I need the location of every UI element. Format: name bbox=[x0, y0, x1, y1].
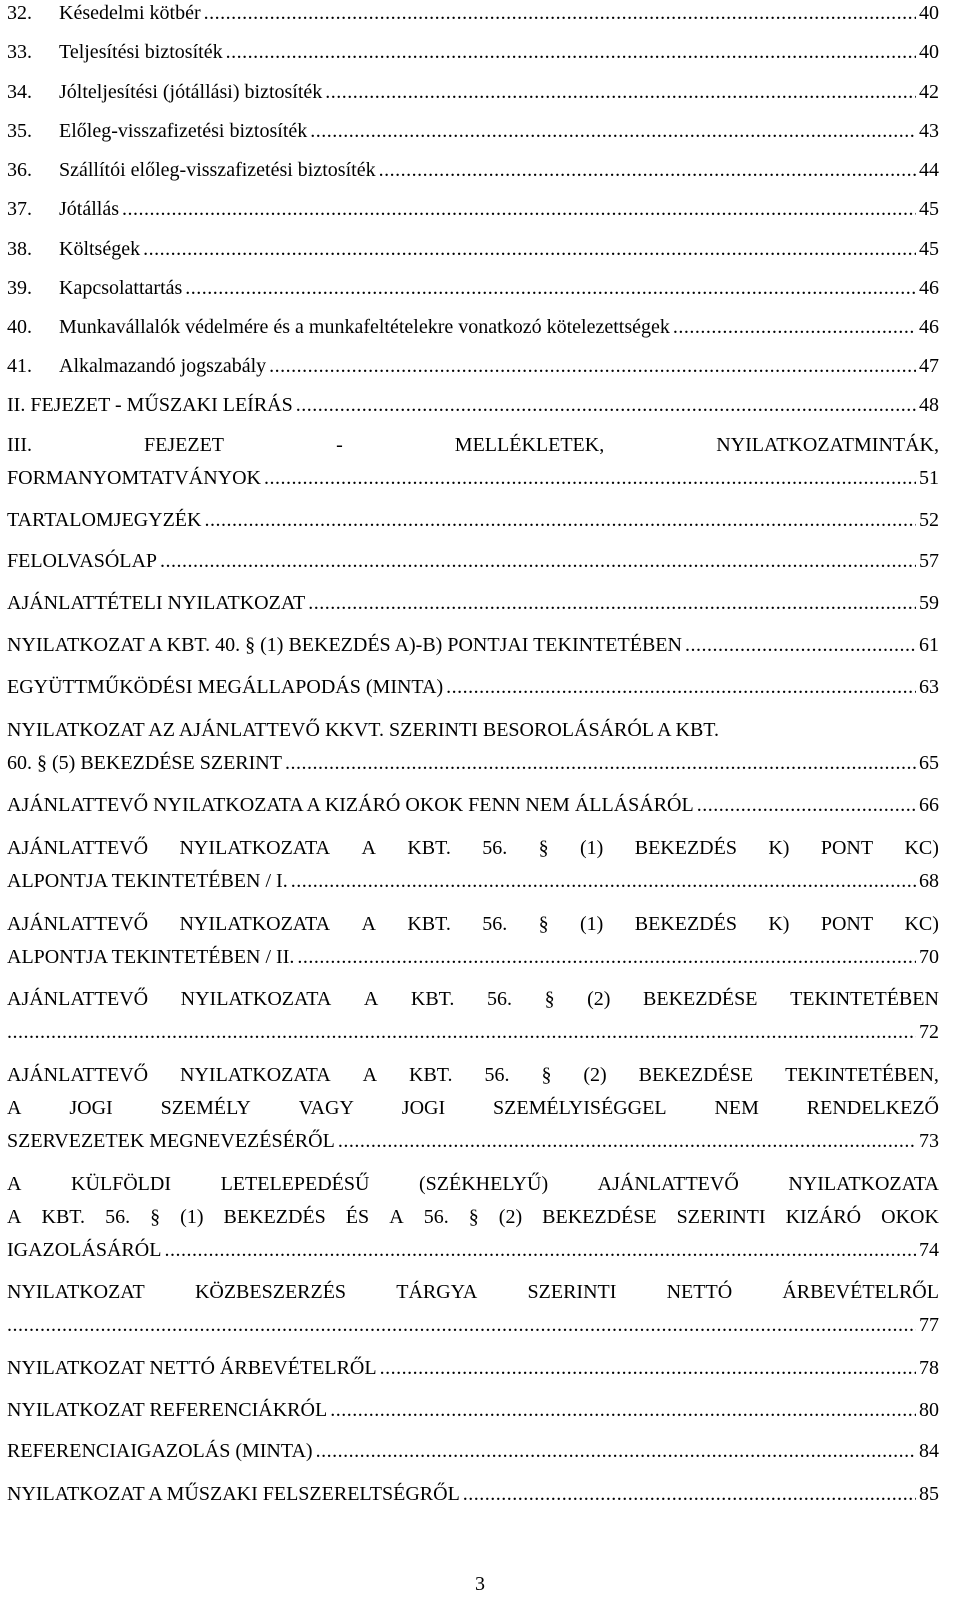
toc-entry-chapter-3-line1[interactable] bbox=[7, 432, 939, 458]
toc-title: NYILATKOZAT NETTÓ ÁRBEVÉTELRŐL bbox=[7, 1357, 377, 1379]
dot-leader bbox=[327, 1397, 916, 1423]
toc-entry-muszaki-felszereltseg[interactable] bbox=[7, 1481, 939, 1507]
toc-title: NYILATKOZAT REFERENCIÁKRÓL bbox=[7, 1399, 328, 1421]
toc-number: 38. bbox=[7, 238, 32, 260]
toc-word: MELLÉKLETEK, bbox=[454, 434, 605, 456]
toc-page: 57 bbox=[919, 550, 939, 572]
toc-entry-kc-2-line1[interactable] bbox=[7, 911, 939, 937]
toc-title: NYILATKOZAT A KBT. 40. § (1) BEKEZDÉS A)-B) PONTJAI TEKINTETÉBEN bbox=[7, 634, 682, 656]
toc-page: 43 bbox=[919, 120, 939, 142]
toc-word: KC) bbox=[904, 913, 939, 935]
dot-leader bbox=[140, 236, 916, 262]
toc-word: (2) bbox=[587, 988, 611, 1010]
toc-word: (1) bbox=[580, 913, 604, 935]
toc-word: TEKINTETÉBEN bbox=[790, 988, 939, 1010]
toc-word: 56. bbox=[105, 1206, 131, 1228]
toc-page: 40 bbox=[919, 2, 939, 24]
toc-page: 40 bbox=[919, 41, 939, 63]
dot-leader bbox=[313, 1438, 916, 1464]
toc-entry-35[interactable] bbox=[7, 118, 939, 144]
toc-title: Kapcsolattartás bbox=[59, 277, 183, 299]
toc-page: 70 bbox=[919, 946, 939, 968]
dot-leader bbox=[261, 465, 916, 491]
toc-word: § bbox=[150, 1206, 161, 1228]
toc-entry-kbt-40[interactable] bbox=[7, 632, 939, 658]
toc-word: AJÁNLATTEVŐ bbox=[7, 988, 149, 1010]
toc-entry-kizaro-okok[interactable] bbox=[7, 792, 939, 818]
toc-word: § bbox=[538, 913, 549, 935]
toc-word: (1) bbox=[580, 837, 604, 859]
toc-word: SZERINTI bbox=[527, 1281, 617, 1303]
toc-word: PONT bbox=[820, 837, 874, 859]
dot-leader bbox=[201, 0, 916, 26]
toc-word: SZEMÉLY bbox=[160, 1097, 251, 1119]
toc-word: AJÁNLATTEVŐ bbox=[597, 1173, 739, 1195]
toc-word: BEKEZDÉS bbox=[634, 837, 737, 859]
toc-number: 32. bbox=[7, 2, 32, 24]
toc-word: NYILATKOZATMINTÁK, bbox=[716, 434, 939, 456]
toc-number: 34. bbox=[7, 81, 32, 103]
toc-number: 41. bbox=[7, 355, 32, 377]
toc-word: A bbox=[361, 837, 376, 859]
toc-word: LETELEPEDÉSŰ bbox=[220, 1173, 370, 1195]
toc-title: Szállítói előleg-visszafizetési biztosíték bbox=[59, 159, 376, 181]
dot-leader bbox=[307, 118, 916, 144]
toc-word: KBT. bbox=[409, 1064, 453, 1086]
toc-title: SZERVEZETEK MEGNEVEZÉSÉRŐL bbox=[7, 1130, 335, 1152]
toc-page: 66 bbox=[919, 794, 939, 816]
toc-page: 46 bbox=[919, 316, 939, 338]
dot-leader bbox=[460, 1481, 916, 1507]
dot-leader bbox=[376, 157, 916, 183]
toc-page: 73 bbox=[919, 1130, 939, 1152]
toc-title: FELOLVASÓLAP bbox=[7, 550, 158, 572]
toc-page: 80 bbox=[919, 1399, 939, 1421]
toc-title: Teljesítési biztosíték bbox=[59, 41, 223, 63]
toc-word: NYILATKOZATA bbox=[180, 988, 332, 1010]
toc-word: AJÁNLATTEVŐ bbox=[7, 837, 149, 859]
toc-word: JOGI bbox=[401, 1097, 446, 1119]
toc-word: K) bbox=[768, 837, 790, 859]
toc-title: TARTALOMJEGYZÉK bbox=[7, 509, 202, 531]
toc-page: 85 bbox=[919, 1483, 939, 1505]
toc-entry-ajanlatteteli[interactable] bbox=[7, 590, 939, 616]
toc-page: 47 bbox=[919, 355, 939, 377]
toc-page: 48 bbox=[919, 394, 939, 416]
toc-word: 56. bbox=[486, 988, 512, 1010]
toc-entry-38[interactable] bbox=[7, 236, 939, 262]
toc-word: (2) bbox=[498, 1206, 523, 1228]
toc-title: Késedelmi kötbér bbox=[59, 2, 201, 24]
toc-word: NETTÓ bbox=[666, 1281, 733, 1303]
toc-page: 61 bbox=[919, 634, 939, 656]
toc-word: AJÁNLATTEVŐ bbox=[7, 1064, 149, 1086]
dot-leader bbox=[670, 314, 916, 340]
toc-number: 39. bbox=[7, 277, 32, 299]
toc-word: A bbox=[361, 913, 376, 935]
toc-word: BEKEZDÉS bbox=[634, 913, 737, 935]
toc-word: NYILATKOZAT bbox=[7, 1281, 145, 1303]
toc-word: SZERINTI bbox=[676, 1206, 766, 1228]
toc-title: Munkavállalók védelmére és a munkafeltételekre vonatkozó kötelezettségek bbox=[59, 316, 670, 338]
toc-title: AJÁNLATTEVŐ NYILATKOZATA A KIZÁRÓ OKOK FENN NEM ÁLLÁSÁRÓL bbox=[7, 794, 694, 816]
toc-entry-targya-line1[interactable] bbox=[7, 1279, 939, 1305]
toc-title: NYILATKOZAT A MŰSZAKI FELSZERELTSÉGRŐL bbox=[7, 1483, 460, 1505]
toc-title: AJÁNLATTÉTELI NYILATKOZAT bbox=[7, 592, 306, 614]
toc-word: A bbox=[362, 1064, 378, 1086]
toc-title: NYILATKOZAT AZ AJÁNLATTEVŐ KKVT. SZERINTI BESOROLÁSÁRÓL A KBT. bbox=[7, 719, 720, 741]
toc-page: 77 bbox=[919, 1314, 939, 1336]
toc-word: BEKEZDÉSE bbox=[542, 1206, 657, 1228]
toc-word: KBT. bbox=[407, 837, 451, 859]
toc-word: 56. bbox=[482, 837, 508, 859]
toc-entry-kc-1-line1[interactable] bbox=[7, 835, 939, 861]
dot-leader bbox=[288, 868, 916, 894]
dot-leader bbox=[161, 1237, 916, 1263]
dot-leader bbox=[322, 79, 916, 105]
toc-entry-33[interactable] bbox=[7, 39, 939, 65]
dot-leader bbox=[157, 548, 916, 574]
toc-entry-kkvt-line1[interactable] bbox=[7, 717, 939, 743]
toc-word: - bbox=[336, 434, 343, 456]
toc-page: 52 bbox=[919, 509, 939, 531]
toc-word: 56. bbox=[423, 1206, 449, 1228]
toc-entry-jogi-line3[interactable] bbox=[7, 1128, 939, 1154]
toc-title: Jólteljesítési (jótállási) biztosíték bbox=[59, 81, 323, 103]
toc-page: 74 bbox=[919, 1239, 939, 1261]
toc-title: REFERENCIAIGAZOLÁS (MINTA) bbox=[7, 1440, 313, 1462]
toc-word: BEKEZDÉSE bbox=[643, 988, 758, 1010]
toc-word: (1) bbox=[180, 1206, 204, 1228]
toc-number: 36. bbox=[7, 159, 32, 181]
toc-word: RENDELKEZŐ bbox=[806, 1097, 939, 1119]
toc-page: 68 bbox=[919, 870, 939, 892]
toc-number: 40. bbox=[7, 316, 32, 338]
toc-word: SZEMÉLYISÉGGEL bbox=[493, 1097, 667, 1119]
toc-word: VAGY bbox=[298, 1097, 354, 1119]
toc-word: § bbox=[468, 1206, 479, 1228]
toc-title: II. FEJEZET - MŰSZAKI LEÍRÁS bbox=[7, 394, 293, 416]
toc-page: 45 bbox=[919, 198, 939, 220]
toc-word: NEM bbox=[714, 1097, 759, 1119]
toc-word: KBT. bbox=[41, 1206, 86, 1228]
toc-word: BEKEZDÉSE bbox=[638, 1064, 754, 1086]
toc-word: § bbox=[541, 1064, 552, 1086]
toc-page: 42 bbox=[919, 81, 939, 103]
toc-entry-56-2-line2[interactable] bbox=[7, 1019, 939, 1045]
dot-leader bbox=[305, 590, 916, 616]
toc-title: ALPONTJA TEKINTETÉBEN / I. bbox=[7, 870, 288, 892]
toc-entry-egyuttmukodesi[interactable] bbox=[7, 674, 939, 700]
toc-word: 56. bbox=[484, 1064, 510, 1086]
dot-leader bbox=[119, 196, 916, 222]
dot-leader bbox=[377, 1355, 916, 1381]
toc-entry-kc-2-line2[interactable] bbox=[7, 944, 939, 970]
toc-title: Jótállás bbox=[59, 198, 119, 220]
toc-word: KÜLFÖLDI bbox=[71, 1173, 172, 1195]
toc-title: 60. § (5) BEKEZDÉSE SZERINT bbox=[7, 752, 282, 774]
toc-word: (2) bbox=[583, 1064, 607, 1086]
toc-title: ALPONTJA TEKINTETÉBEN / II. bbox=[7, 946, 295, 968]
toc-title: EGYÜTTMŰKÖDÉSI MEGÁLLAPODÁS (MINTA) bbox=[7, 676, 444, 698]
toc-word: KÖZBESZERZÉS bbox=[194, 1281, 347, 1303]
toc-word: A bbox=[389, 1206, 404, 1228]
toc-entry-36[interactable] bbox=[7, 157, 939, 183]
toc-word: TÁRGYA bbox=[396, 1281, 478, 1303]
toc-entry-39[interactable] bbox=[7, 275, 939, 301]
toc-word: K) bbox=[768, 913, 790, 935]
toc-word: ÁRBEVÉTELRŐL bbox=[782, 1281, 939, 1303]
dot-leader bbox=[335, 1128, 916, 1154]
dot-leader bbox=[201, 507, 916, 533]
toc-entry-kkvt-line2[interactable] bbox=[7, 750, 939, 776]
toc-number: 35. bbox=[7, 120, 32, 142]
dot-leader bbox=[443, 674, 916, 700]
dot-leader bbox=[294, 944, 916, 970]
toc-word: BEKEZDÉS bbox=[223, 1206, 326, 1228]
toc-word: (SZÉKHELYŰ) bbox=[419, 1173, 549, 1195]
toc-word: KBT. bbox=[410, 988, 455, 1010]
toc-word: KIZÁRÓ bbox=[785, 1206, 862, 1228]
dot-leader bbox=[7, 1312, 916, 1338]
toc-page: 45 bbox=[919, 238, 939, 260]
toc-number: 33. bbox=[7, 41, 32, 63]
toc-word: KC) bbox=[904, 837, 939, 859]
toc-entry-kulfoldi-line2[interactable] bbox=[7, 1204, 939, 1230]
toc-entry-jogi-line2[interactable] bbox=[7, 1095, 939, 1121]
toc-entry-37[interactable] bbox=[7, 196, 939, 222]
toc-entry-40[interactable] bbox=[7, 314, 939, 340]
toc-entry-tartalomjegyzek[interactable] bbox=[7, 507, 939, 533]
toc-entry-referenciaigazolas[interactable] bbox=[7, 1438, 939, 1464]
dot-leader bbox=[282, 750, 916, 776]
toc-word: A bbox=[7, 1097, 22, 1119]
toc-title: IGAZOLÁSÁRÓL bbox=[7, 1239, 162, 1261]
toc-word: ÉS bbox=[345, 1206, 370, 1228]
dot-leader bbox=[682, 632, 916, 658]
toc-word: III. bbox=[7, 434, 32, 456]
toc-page: 44 bbox=[919, 159, 939, 181]
toc-page: 46 bbox=[919, 277, 939, 299]
dot-leader bbox=[7, 1019, 916, 1045]
toc-word: AJÁNLATTEVŐ bbox=[7, 913, 149, 935]
toc-page: 59 bbox=[919, 592, 939, 614]
toc-entry-referenciak[interactable] bbox=[7, 1397, 939, 1423]
toc-word: TEKINTETÉBEN, bbox=[785, 1064, 939, 1086]
toc-word: A bbox=[363, 988, 379, 1010]
toc-word: § bbox=[538, 837, 549, 859]
toc-entry-kulfoldi-line1[interactable] bbox=[7, 1171, 939, 1197]
toc-word: 56. bbox=[482, 913, 508, 935]
toc-number: 37. bbox=[7, 198, 32, 220]
toc-entry-41[interactable] bbox=[7, 353, 939, 379]
toc-entry-chapter-3-line2[interactable] bbox=[7, 465, 939, 491]
toc-page: 65 bbox=[919, 752, 939, 774]
dot-leader bbox=[182, 275, 916, 301]
dot-leader bbox=[266, 353, 916, 379]
toc-title: Költségek bbox=[59, 238, 141, 260]
toc-page: 72 bbox=[919, 1021, 939, 1043]
toc-word: A bbox=[7, 1173, 22, 1195]
toc-word: NYILATKOZATA bbox=[788, 1173, 939, 1195]
toc-entry-kulfoldi-line3[interactable] bbox=[7, 1237, 939, 1263]
toc-entry-chapter-2[interactable] bbox=[7, 392, 939, 418]
toc-entry-netto-arbevetel[interactable] bbox=[7, 1355, 939, 1381]
toc-entry-kc-1-line2[interactable] bbox=[7, 868, 939, 894]
toc-word: PONT bbox=[820, 913, 874, 935]
toc-entry-jogi-line1[interactable] bbox=[7, 1062, 939, 1088]
toc-entry-felolvasolap[interactable] bbox=[7, 548, 939, 574]
toc-page: 51 bbox=[919, 467, 939, 489]
page-number: 3 bbox=[475, 1573, 485, 1595]
toc-title: FORMANYOMTATVÁNYOK bbox=[7, 467, 261, 489]
toc-word: OKOK bbox=[881, 1206, 939, 1228]
toc-entry-targya-line2[interactable] bbox=[7, 1312, 939, 1338]
toc-page: 78 bbox=[919, 1357, 939, 1379]
toc-word: § bbox=[544, 988, 555, 1010]
toc-word: NYILATKOZATA bbox=[179, 837, 331, 859]
toc-title: Előleg-visszafizetési biztosíték bbox=[59, 120, 308, 142]
toc-word: JOGI bbox=[69, 1097, 113, 1119]
dot-leader bbox=[293, 392, 916, 418]
toc-entry-34[interactable] bbox=[7, 79, 939, 105]
toc-entry-32[interactable] bbox=[7, 0, 939, 26]
dot-leader bbox=[223, 39, 916, 65]
dot-leader bbox=[694, 792, 916, 818]
toc-word: NYILATKOZATA bbox=[179, 913, 331, 935]
toc-word: NYILATKOZATA bbox=[180, 1064, 331, 1086]
toc-page: 63 bbox=[919, 676, 939, 698]
toc-entry-56-2-line1[interactable] bbox=[7, 986, 939, 1012]
toc-word: A bbox=[7, 1206, 22, 1228]
toc-word: KBT. bbox=[407, 913, 451, 935]
toc-title: Alkalmazandó jogszabály bbox=[59, 355, 267, 377]
toc-page: 84 bbox=[919, 1440, 939, 1462]
toc-word: FEJEZET bbox=[144, 434, 225, 456]
